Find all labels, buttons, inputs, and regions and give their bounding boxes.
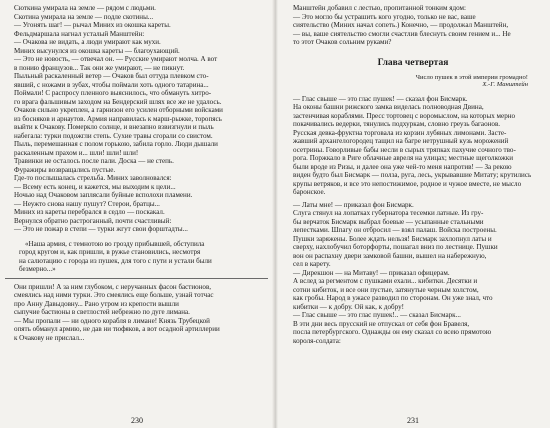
right-page xyxy=(276,0,550,428)
text-line: Скотина умирала на земле — подле скотины... xyxy=(14,12,154,21)
text-line: — Очакова не видать, а люди умирают как мухи. xyxy=(14,38,161,46)
epigraph xyxy=(284,74,528,89)
text-line: опять обманул армию, не дав ни тюфяков, а вот осадной артиллерии xyxy=(14,325,220,333)
text-line: Пушки заряжены. Более ждать нельзя! Бисмарк захлопнул латы и xyxy=(293,234,492,243)
text-line: осетрины. Говорливые бабы несли в сырых тряпках пахучие сочного тво- xyxy=(293,145,516,154)
text-line: Травинки не осталось после пали. Доска — не степь. xyxy=(14,157,174,165)
text-line: Пыль, перемешанная с полом горькою, забила горло. Люди дышали xyxy=(14,140,218,148)
text-line: — Всему есть конец, и кажется, мы выходим к цели... xyxy=(14,182,176,191)
text-line: набегала: турки подожгли степь. Сухие травы сгорали со свистом. xyxy=(14,131,213,140)
section-divider xyxy=(5,278,268,279)
text-line: виден будто был Бисмарк — полза, руга, лесь, укрывавшие Митату; крутились xyxy=(293,171,532,179)
text-line: — Это не пожар в степи — турки жгут свои форштадты... xyxy=(14,225,188,233)
text-line: Где-то послышалась стрельба. Миних заволновался: xyxy=(14,174,172,182)
text-line: — вы, ваше сиятельство смогли счастлив блеснуть своим гением и... Не xyxy=(293,29,511,38)
text-line: баронское. xyxy=(293,188,326,196)
text-line: — Неужто снова нашу пушут? Стерои, братцы... xyxy=(14,199,160,208)
text-line: кибитки — к добру. Ой как, к добру! xyxy=(293,302,404,311)
text-line: жавший архангелогородец тащил на багре нетрушный кузь морожений xyxy=(293,137,509,145)
text-line: сиятельство (Миних начал сопеть.) Конечно, — продолжал Манштейн, xyxy=(293,21,509,29)
text-line: сверху, нахлобучил боторфорты, пошагал вниз по лестнице. Пушки xyxy=(293,243,498,251)
text-line: Пыльный раскаленный ветер — Очаков был оттуда плевком сто- xyxy=(14,72,209,80)
text-line: — Мы пропали — ни одного корабля в лимане! Князь Трубецкой xyxy=(14,316,210,325)
text-line: лепестками. Шпагу он отбросил — взял палаш. Войска построены. xyxy=(293,226,497,234)
text-line: Русская девка-фруктна торговала из корзин лубяных лимонами. Засте- xyxy=(293,128,507,137)
quote-block xyxy=(5,240,268,274)
text-line: Поймали! С распросу пленного выяснилось, что обмануть хитро- xyxy=(14,89,212,97)
text-line: рога. Поржкало в Риге облачные авреля на улицах; местные щеголкожки xyxy=(293,154,514,162)
text-line: Манштейн добавил с лестью, пропитанной тонким ядом: xyxy=(293,4,466,12)
left-text-block-b xyxy=(5,283,268,343)
right-text-block-c xyxy=(284,201,542,269)
text-line: были вроде из Ризы, и далее она уже чей-то меня напротив! — За рекою xyxy=(293,162,512,171)
text-line: выйти к Очакову. Померкло солнце, и внезапно взвизгнули и пыль xyxy=(14,123,214,131)
text-line: го врага фальшивым заходом на Бендерский шлях все же не удалось. xyxy=(14,97,222,106)
text-line: — Глас свыше — это глас пушек!.. — сказал Бисмарк... xyxy=(293,311,461,319)
text-line: В эти дни весь прусский не отпускал от себя фон Бравеля, xyxy=(293,319,470,328)
text-line: вон он распахну двери замковой башни, вышел на набережную, xyxy=(293,251,487,260)
text-line: Миних высунулся из окошка кареты — благоухающий. xyxy=(14,46,180,55)
text-line: сел в карету. xyxy=(293,260,331,268)
right-text-block-b xyxy=(284,95,542,197)
text-line: посла петербургского. Однажды он ему сказал со всею прямотою xyxy=(293,328,492,336)
text-line: как гробы. Народ в ужасе разводил по сторонам. Он уже знал, что xyxy=(293,294,493,302)
text-line: Фельдмаршала нагнал усталый Манштейн: xyxy=(14,29,145,38)
text-line: Сюткина умирала на земле — рядом с людьми. xyxy=(14,4,156,12)
text-line: застенчивая кораблями. Пресс тортовец с воромыслом, на которых мерно xyxy=(293,111,516,120)
text-line: — Это могло бы устрашить кого угодно, только не вас, ваше xyxy=(293,12,476,21)
text-line: — Дирекшон — на Митаву! — приказал офицерам. xyxy=(293,268,450,277)
text-line: к Очакову не прислал... xyxy=(14,333,85,342)
epigraph-text: Число пушек в этой империи громадно! xyxy=(415,73,528,81)
text-line: крупы ветряков, и все это непостижимое, родное и чужое вместе, не мысло xyxy=(293,179,522,188)
text-line: Они пришли! А за ним глубоком, с неручанных фасон бастионов, xyxy=(14,282,212,291)
text-line: А вслед за регментом с пушками ехали... кибитки. Десятки и xyxy=(293,277,478,285)
text-line: Фуражиры возвращались пустые. xyxy=(14,165,116,174)
text-line: — Это не новость, — отвечал он. — Русские умирают молча. А вот xyxy=(14,55,218,63)
quote-line: город кругом и, как пришли, в ружье становились, несмотря xyxy=(19,248,201,256)
text-line: На оконы башни рижского замка виделась полноводная Двина, xyxy=(293,103,484,111)
text-line: смеялись над ними турки. Это смеялись еще больше, узнай тотчас xyxy=(14,291,214,299)
text-line: сыпучие бастионы в светлостей небрежно по дуге лимана. xyxy=(14,308,190,316)
text-line: Ночью над Очаковом заплясали буйные всполохи пламени. xyxy=(14,191,193,199)
text-line: Слуга стянул на лопатках губернатора тесемки латные. Из гру- xyxy=(293,209,484,217)
text-line: в понию французов... Так они же умирают, — не пикнут. xyxy=(14,63,185,72)
text-line: Очаков сильно укреплен, а гарнизон его усилен отборными войсками xyxy=(14,106,223,114)
text-line: то этот Очаков сольним руками? xyxy=(293,38,392,46)
chapter-title: Глава четвертая xyxy=(377,57,449,68)
text-line: короля-солдата: xyxy=(293,336,341,345)
text-line: раскаленным прахом и... шли! шли! шли! xyxy=(14,148,139,157)
quote-line: на салютацию с города из пушек, для того с пути и устали были xyxy=(19,256,212,265)
epigraph-author: Х.-Г. Манштейн xyxy=(482,81,528,88)
page-number: 230 xyxy=(131,416,143,425)
text-line: сотни кибиток, и все они пустые, затянутые черным холстом, xyxy=(293,285,479,294)
right-text-block-a xyxy=(284,4,542,47)
text-line: бы верчаток Бисмарк выбрал боевые — усыпанные стальными xyxy=(293,217,484,226)
text-line: — Глас свыше — это глас пушек! — сказал фон Бисмарк. xyxy=(293,94,468,103)
text-line: про Анну Давыдовну... Рано утром из крепости вышли xyxy=(14,299,179,308)
quote-line: безмерно...» xyxy=(19,265,56,273)
text-line: — Угонять шаг! — рычал Миних из окошка кареты. xyxy=(14,21,171,29)
text-line: Вернулся обратно растроганный, почти счастливый: xyxy=(14,216,172,225)
left-page xyxy=(0,0,274,428)
text-line: явший, с ножами в зубах, чтобы поймали хоть одного татарина... xyxy=(14,80,209,89)
right-text-block-d xyxy=(284,269,542,346)
text-line: — Латы мне! — приказал фон Бисмарк. xyxy=(293,200,414,209)
text-line: Миних из кареты перебрался в седло — поскакал. xyxy=(14,208,165,216)
page-number: 231 xyxy=(407,416,419,425)
text-line: покачивались ведерки, тянулись подхуркам, словно греузь багаонов. xyxy=(293,120,501,128)
quote-line: «Наша армия, с темнотою во грозду прибывшей, обступила xyxy=(25,239,205,248)
left-text-block-a xyxy=(5,4,268,234)
text-line: из босняков и арнаутов. Армия направилась к марш-рыжке, торопясь xyxy=(14,114,222,123)
